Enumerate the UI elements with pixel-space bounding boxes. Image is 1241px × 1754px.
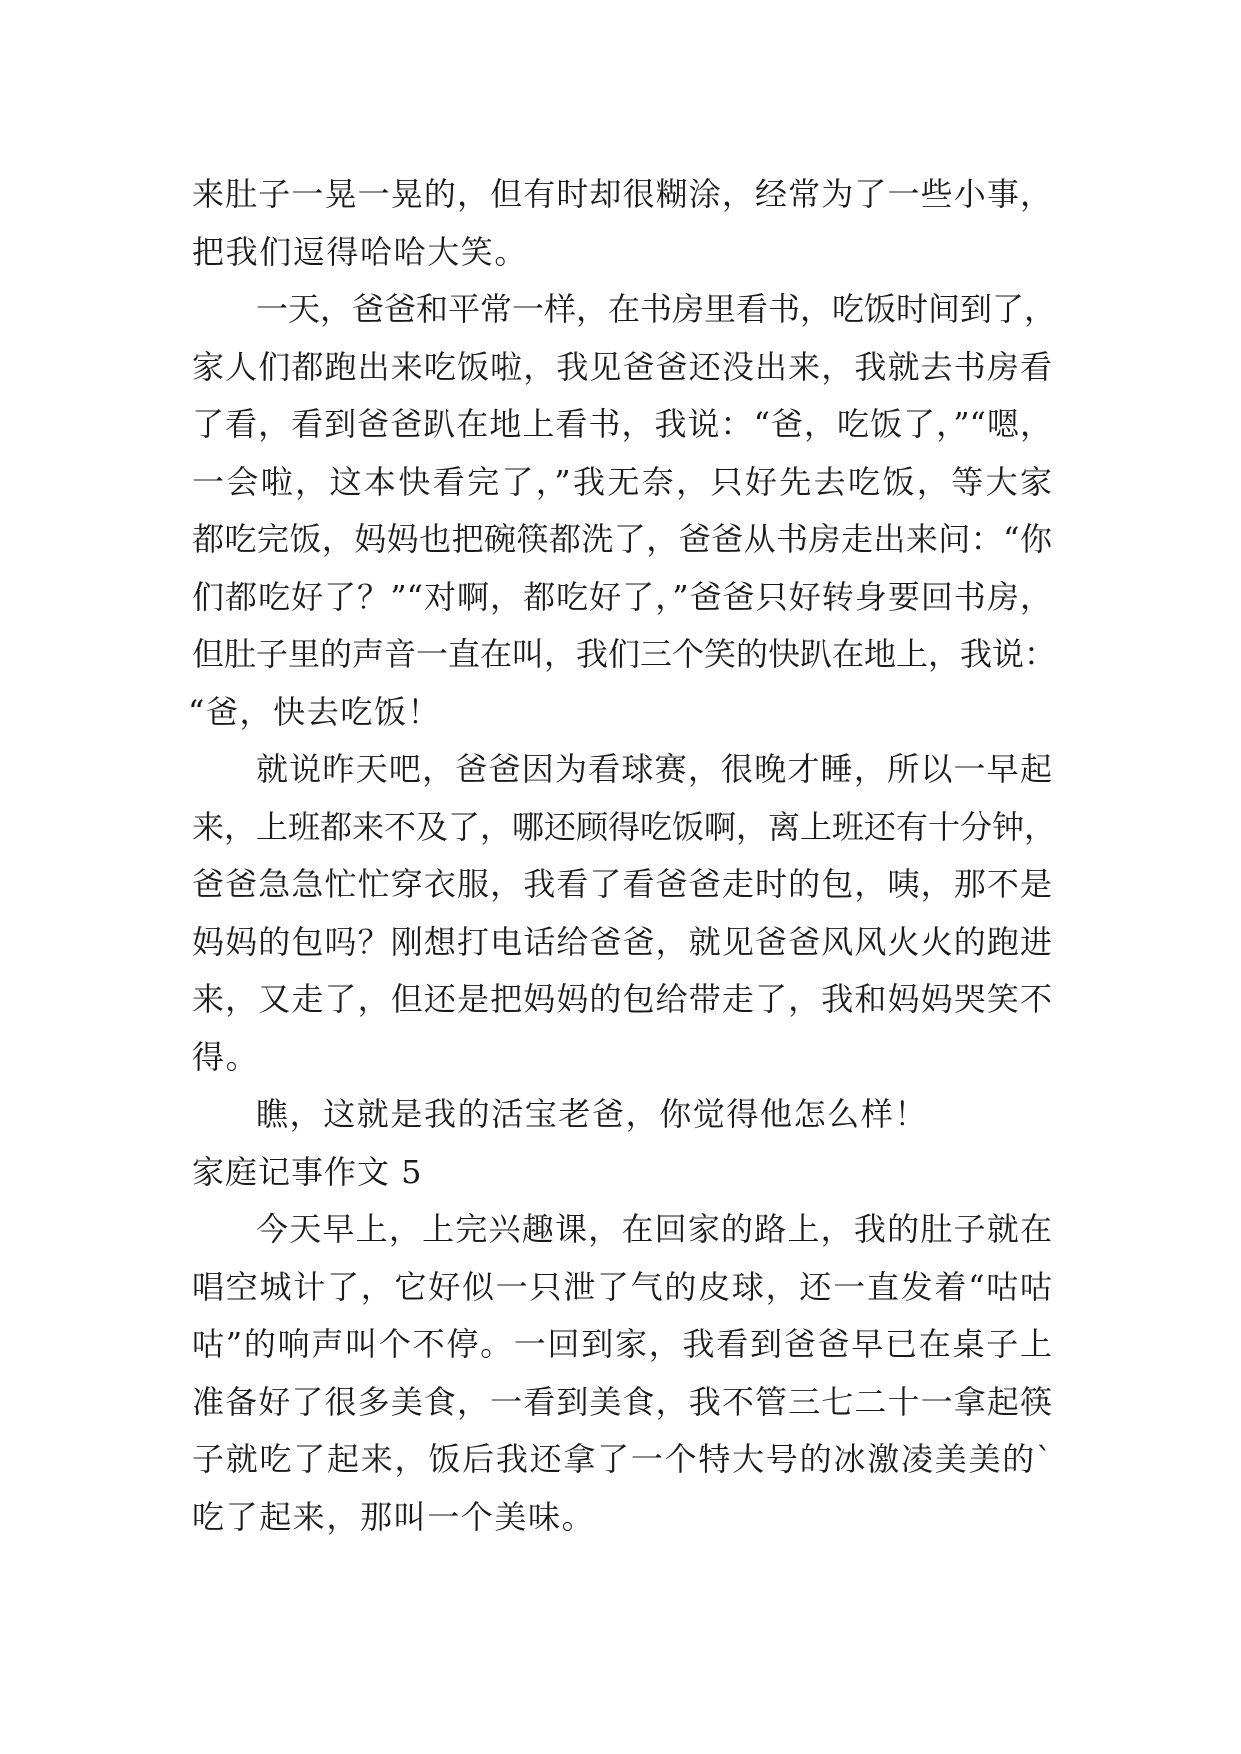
text-line: 子就吃了起来，饭后我还拿了一个特大号的冰激凌美美的` bbox=[192, 1440, 1052, 1478]
text-line: 都吃完饭，妈妈也把碗筷都洗了，爸爸从书房走出来问：“你 bbox=[192, 520, 1052, 558]
paragraph-first-line: 瞧，这就是我的活宝老爸，你觉得他怎么样！ bbox=[256, 1095, 929, 1133]
text-line: 吃了起来，那叫一个美味。 bbox=[192, 1497, 596, 1536]
text-line: 准备好了很多美食，一看到美食，我不管三七二十一拿起筷 bbox=[192, 1382, 1052, 1421]
paragraph-first-line: 今天早上，上完兴趣课，在回家的路上，我的肚子就在 bbox=[256, 1210, 1052, 1248]
text-line: 来，又走了，但还是把妈妈的包给带走了，我和妈妈哭笑不 bbox=[192, 980, 1052, 1018]
paragraph-first-line: 就说昨天吧，爸爸因为看球赛，很晚才睡，所以一早起 bbox=[256, 750, 1052, 788]
text-line: 得。 bbox=[192, 1037, 260, 1076]
text-line: 了看，看到爸爸趴在地上看书，我说：“爸，吃饭了，”“嗯， bbox=[192, 405, 1052, 443]
text-line: 爸爸急急忙忙穿衣服，我看了看爸爸走时的包，咦，那不是 bbox=[192, 865, 1052, 903]
paragraph-first-line: 一天，爸爸和平常一样，在书房里看书，吃饭时间到了， bbox=[256, 290, 1057, 328]
text-line: “爸，快去吃饭！ bbox=[188, 692, 442, 731]
essay-body bbox=[188, 166, 1057, 1546]
text-line: 把我们逗得哈哈大笑。 bbox=[192, 232, 529, 271]
text-line: 来，上班都来不及了，哪还顾得吃饭啊，离上班还有十分钟， bbox=[192, 807, 1057, 846]
text-line: 们都吃好了？”“对啊，都吃好了，”爸爸只好转身要回书房， bbox=[192, 577, 1052, 616]
text-line: 来肚子一晃一晃的，但有时却很糊涂，经常为了一些小事， bbox=[192, 175, 1052, 213]
text-line: 但肚子里的声音一直在叫，我们三个笑的快趴在地上，我说： bbox=[192, 635, 1057, 673]
text-line: 家人们都跑出来吃饭啦，我见爸爸还没出来，我就去书房看 bbox=[192, 347, 1052, 386]
text-line: 妈妈的包吗？刚想打电话给爸爸，就见爸爸风风火火的跑进 bbox=[192, 922, 1052, 961]
text-line: 咕”的响声叫个不停。一回到家，我看到爸爸早已在桌子上 bbox=[192, 1325, 1052, 1363]
text-line: 一会啦，这本快看完了，”我无奈，只好先去吃饭，等大家 bbox=[192, 462, 1052, 501]
text-line: 唱空城计了，它好似一只泄了气的皮球，还一直发着“咕咕 bbox=[192, 1267, 1052, 1306]
section-heading: 家庭记事作文 5 bbox=[192, 1152, 423, 1191]
